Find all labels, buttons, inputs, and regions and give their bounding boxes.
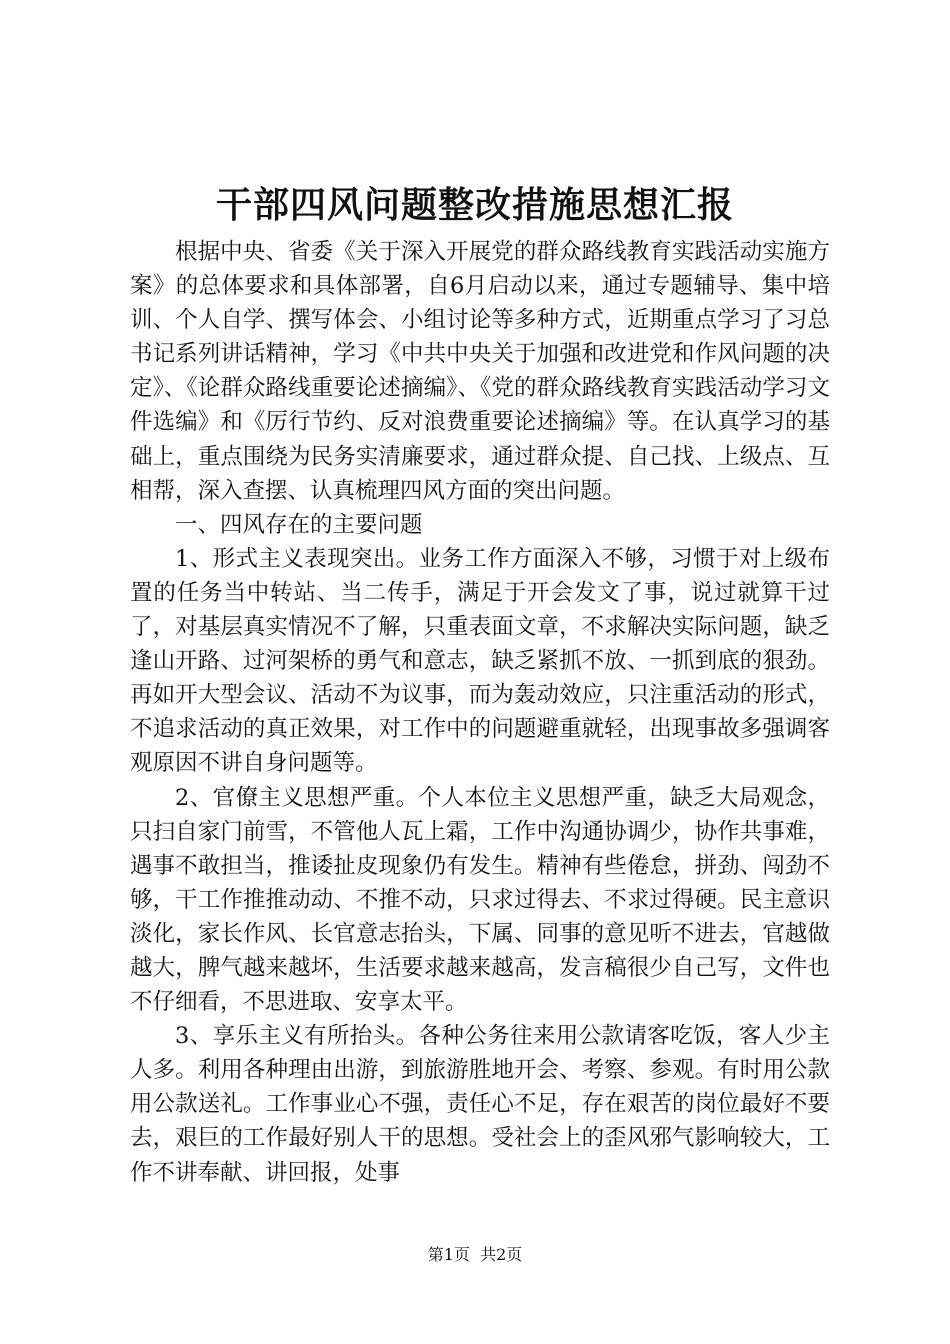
intro-paragraph: 根据中央、省委《关于深入开展党的群众路线教育实践活动实施方案》的总体要求和具体部署，自6月启动以来，通过专题辅导、集中培训、个人自学、撰写体会、小组讨论等多种方式，近期重点学习了习总书记系列讲话精神，学习《中共中央关于加强和改进党和作风问题的决定》、《论群众路线重要论述摘编》、《党的群众路线教育实践活动学习文件选编》和《厉行节约、反对浪费重要论述摘编》等。在认真学习的基础上，重点围绕为民务实清廉要求，通过群众提、自己找、上级点、互相帮，深入查摆、认真梳理四风方面的突出问题。 [130,239,830,504]
page-number: 第1页 共2页 [427,1245,523,1264]
bureaucracy-paragraph: 2、官僚主义思想严重。个人本位主义思想严重，缺乏大局观念，只扫自家门前雪，不管他人瓦上霜，工作中沟通协调少，协作共事难，遇事不敢担当，推诿扯皮现象仍有发生。精神有些倦怠，拼劲、闯劲不够，干工作推推动动、不推不动，只求过得去、不求过得硬。民主意识淡化，家长作风、长官意志抬头，下属、同事的意见听不进去，官越做越大，脾气越来越坏，生活要求越来越高，发言稿很少自己写，文件也不仔细看，不思进取、安享太平。 [130,784,830,1016]
document-title: 干部四风问题整改措施思想汇报 [215,184,734,226]
document-body [130,235,830,1190]
section-heading: 一、四风存在的主要问题 [175,511,423,538]
formalism-paragraph: 1、形式主义表现突出。业务工作方面深入不够，习惯于对上级布置的任务当中转站、当二传手，满足于开会发文了事，说过就算干过了，对基层真实情况不了解，只重表面文章，不求解决实际问题，缺乏逢山开路、过河架桥的勇气和意志，缺乏紧抓不放、一抓到底的狠劲。再如开大型会议、活动不为议事，而为轰动效应，只注重活动的形式，不追求活动的真正效果，对工作中的问题避重就轻，出现事故多强调客观原因不讲自身问题等。 [130,545,830,777]
page-footer [0,1243,950,1267]
hedonism-paragraph: 3、享乐主义有所抬头。各种公务往来用公款请客吃饭，客人少主人多。利用各种理由出游，到旅游胜地开会、考察、参观。有时用公款用公款送礼。工作事业心不强，责任心不足，存在艰苦的岗位最好不要去，艰巨的工作最好别人干的思想。受社会上的歪风邪气影响较大，工作不讲奉献、讲回报，处事 [130,1023,830,1186]
